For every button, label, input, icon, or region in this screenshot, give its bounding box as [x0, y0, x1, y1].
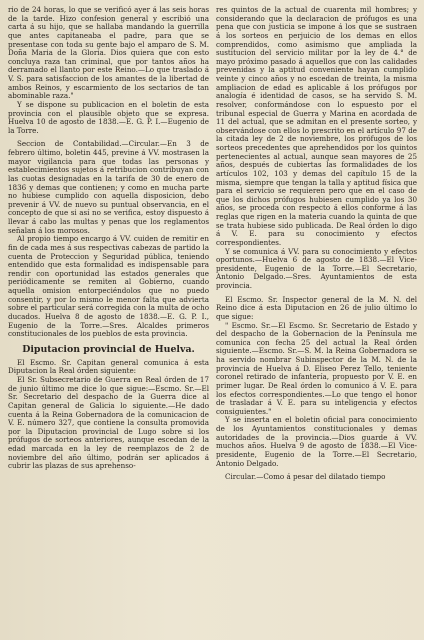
paragraph-royal-order-continued: res quintos de la actual de cuarenta mil hombres; y considerando que la declaracion de prófugos es una pena que con justicia se impone á los que se sustraen á los sorteos en perjuicio de los demas en ellos comprendidos, como asimismo que ampliada la sustitucion del servicio militar por la ley de 4.° de mayo próximo pasado á aquellos que con las calidades prevenidas y la aptitud conveniente hayan cumplido veinte y cinco años y no escedan de treinta, la misma ampliacion de edad es aplicable á los prófugos por analogía é identidad de casos, se ha servido S. M. resolver, conformándose con lo espuesto por el tribunal especial de Guerra y Marina en acordada de 11 del actual, que se admitan en el presente sorteo, y observándose con ellos lo prescrito en el artículo 97 de la citada ley de 2 de noviembre, los prófugos de los sorteos precedentes que aprehendidos por los quintos pertenecientes al actual, aunque sean mayores de 25 años, después de cubiertas las formalidades de los artículos 102, 103 y demas del capítulo 15 de la misma, siempre que tengan la talla y aptitud física que para el servicio se requieren pero que en el caso de que los dichos prófugos hubiesen cumplido ya los 30 años, se proceda con respecto á ellos conforme á las reglas que rigen en la materia cuando la quinta de que se trata hubiese sido publicada. De Real órden lo digo á V. E. para su conocimiento y efectos correspondientes. — [216, 6, 417, 247]
paragraph-circular-start: Circular.—Como á pesar del dilatado tiempo — [225, 472, 386, 482]
two-column-layout — [8, 6, 418, 636]
right-column — [216, 6, 417, 636]
paragraph-accounting-circular: Seccion de Contabilidad.—Circular.—En 3 de febrero último, boletin 445, previne á VV. mostrasen la mayor vigilancia para que todas las personas y establecimientos sujetos á retribucion contribuyan con las cuotas designadas en la tarifa de 30 de enero de 1836 y demas que contienen; y como en mucha parte no hubiese cumplido con aquella disposicion, debo prevenir á VV. de nuevo su puntual observancia, en el concepto de que si así no se verifica, estoy dispuesto á llevar á cabo las multas y penas que los reglamentos señalan á los morosos. — [8, 139, 209, 235]
paragraph-communication: Y se comunica á VV. para su conocimiento y efectos oportunos.—Huelva 6 de agosto de 1838.—El Vice-presidente, Eugenio de la Torre.—El Secretario, Antonio Delgado.—Sres. Ayuntamientos de esta provincia. — [216, 246, 417, 290]
paragraph-execution-report: rio de 24 horas, lo que se verificó ayer á las seis horas de la tarde. Hizo confesion general y escribió una carta á su hijo, que se hallaba mandando la guerrilla que antes capitaneaba el padre, para que se presentase con toda su gente bajo el amparo de S. M. Doña Maria de la Gloria. Dios quiera que con esto concluya raza tan criminal, que por tantos años ha derramado el llanto por este Reino.—Lo que traslado á V. S. para satisfaccion de los amantes de la libertad de ambos Reinos, y escarmiento de los sectarios de tan abominable raza." — [8, 6, 209, 101]
paragraph-appointment: " Escmo. Sr.—El Escmo. Sr. Secretario de Estado y del despacho de la Gobernacion de la Península me comunica con fecha 25 del actual la Real órden siguiente.—Escmo. Sr.—S. M. la Reina Gobernadora se ha servido nombrar Subinspector de la M. N. de la provincia de Huelva á D. Eliseo Perez Tello, teniente coronel retirado de infantería, propuesto por V. E. en primer lugar. De Real órden lo comunico á V. E. para los efectos correspondientes.—Lo que tengo el honor de trasladar á V. E. para su inteligencia y efectos consiguientes." — [216, 320, 417, 416]
paragraph-inspector-general: El Escmo. Sr. Inspector general de la M. N. del Reino dice á esta Diputacion en 26 de julio último lo que sigue: — [216, 294, 417, 321]
paragraph-publication-notice: Y se dispone su publicacion en el boletin de esta provincia con el plausible objeto que se expresa. Huelva 10 de agosto de 1838.—E. G. P. I.—Eugenio de la Torre. — [8, 99, 209, 135]
paragraph-insertion-notice: Y se inserta en el boletin oficial para conocimiento de los Ayuntamientos constitucionales y demas autoridades de la provincia.—Dios guarde á VV. muchos años. Huelva 9 de agosto de 1838.—El Vice-presidente, Eugenio de la Torre.—El Secretario, Antonio Delgado. — [216, 415, 417, 468]
left-column — [8, 6, 209, 636]
paragraph-royal-order: El Sr. Subsecretario de Guerra en Real órden de 17 de junio último me dice lo que sigue:—Escmo. Sr.—El Sr. Secretario del despacho de la Guerra dice al Capitan general de Galicia lo siguiente.—He dado cuenta á la Reina Gobernadora de la comunicacion de V. E. número 327, que contiene la consulta promovida por la Diputacion provincial de Lugo sobre si los prófugos de sorteos anteriores, aunque escedan de la edad marcada en la ley de reemplazos de 2 de noviembre del año último, podrán ser aplicados á cubrir las plazas de sus aprehenso- — [8, 375, 209, 471]
paragraph-captain-general: El Escmo. Sr. Capitan general comunica á esta Diputacion la Real órden siguiente: — [8, 357, 209, 376]
section-heading: Diputacion provincial de Huelva. — [22, 343, 195, 355]
paragraph-protection-accounts: Al propio tiempo encargo á VV. cuiden de remitir en fin de cada mes á sus respectivas cabezas de partido la cuenta de Proteccion y Seguridad pública, teniendo entendido que esta formalidad es indispensable para rendir con oportunidad las estados generales que periódicamente se remiten al Gobierno, cuando aquella omision entorpeciéndolos que no puedo consentir, y por lo mismo le menor falta que advierta sobre el particular será corregida con la multa de ocho ducados. Huelva 8 de agosto de 1838.—E. G. P. I., Eugenio de la Torre.—Sres. Alcaldes primeros constitucionales de los pueblos de esta provincia. — [8, 234, 209, 339]
